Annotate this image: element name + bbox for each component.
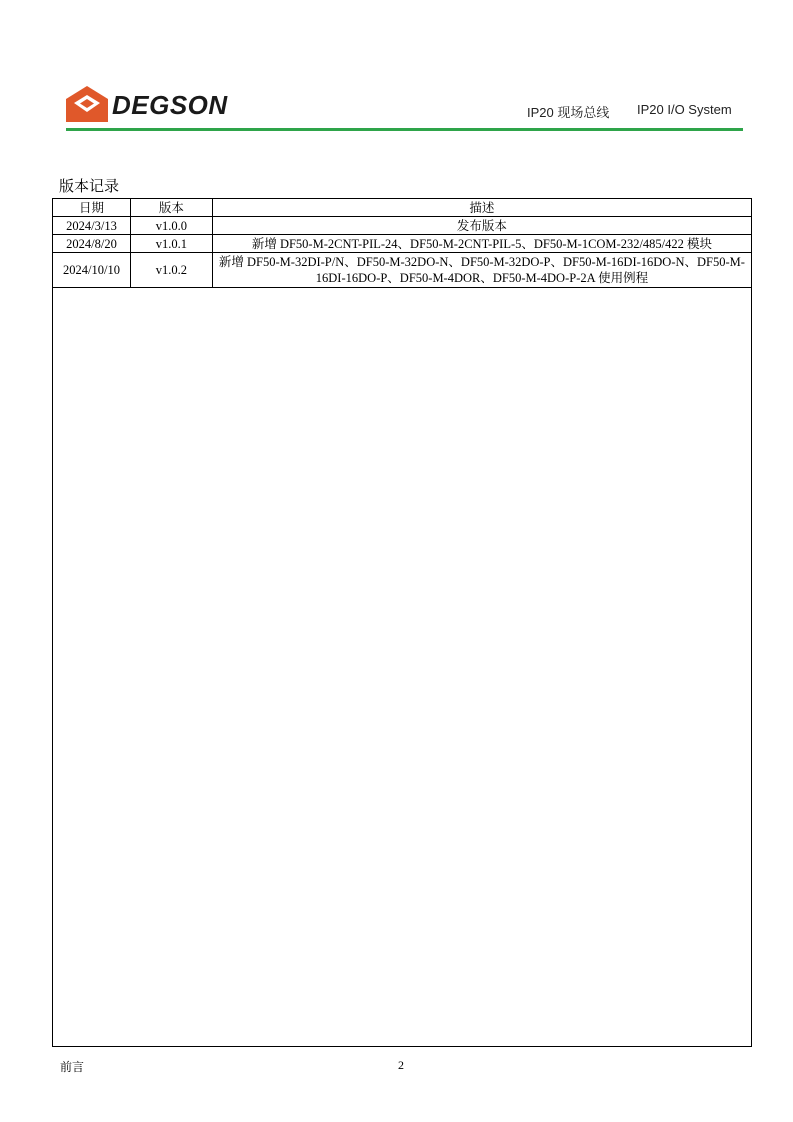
cell-date: 2024/10/10 (53, 253, 131, 288)
revision-table (52, 198, 752, 288)
column-header-description: 描述 (212, 199, 751, 217)
cell-description: 新增 DF50-M-32DI-P/N、DF50-M-32DO-N、DF50-M-32DO-P、DF50-M-16DI-16DO-N、DF50-M-16DI-16DO-P、DF50-M-4DOR、DF50-M-4DO-P-2A 使用例程 (212, 253, 751, 288)
footer-section-name: 前言 (60, 1060, 85, 1074)
table-row (53, 253, 752, 288)
column-header-version: 版本 (130, 199, 212, 217)
cell-description: 新增 DF50-M-2CNT-PIL-24、DF50-M-2CNT-PIL-5、DF50-M-1COM-232/485/422 模块 (212, 235, 751, 253)
content-frame (52, 198, 752, 1047)
footer-page-number: 2 (398, 1058, 404, 1072)
table-row (53, 217, 752, 235)
table-header-row (53, 199, 752, 217)
cell-version: v1.0.2 (130, 253, 212, 288)
cell-date: 2024/3/13 (53, 217, 131, 235)
cell-version: v1.0.1 (130, 235, 212, 253)
page-header (0, 0, 793, 140)
header-divider (66, 128, 743, 131)
logo-mark-icon (66, 86, 108, 122)
column-header-date: 日期 (53, 199, 131, 217)
table-row (53, 235, 752, 253)
brand-name: DEGSON (112, 90, 228, 120)
section-title: 版本记录 (59, 179, 120, 195)
header-subtitle-en: IP20 I/O System (637, 102, 732, 117)
cell-date: 2024/8/20 (53, 235, 131, 253)
cell-description: 发布版本 (212, 217, 751, 235)
cell-version: v1.0.0 (130, 217, 212, 235)
header-subtitle-cn: IP20 现场总线 (527, 105, 610, 120)
